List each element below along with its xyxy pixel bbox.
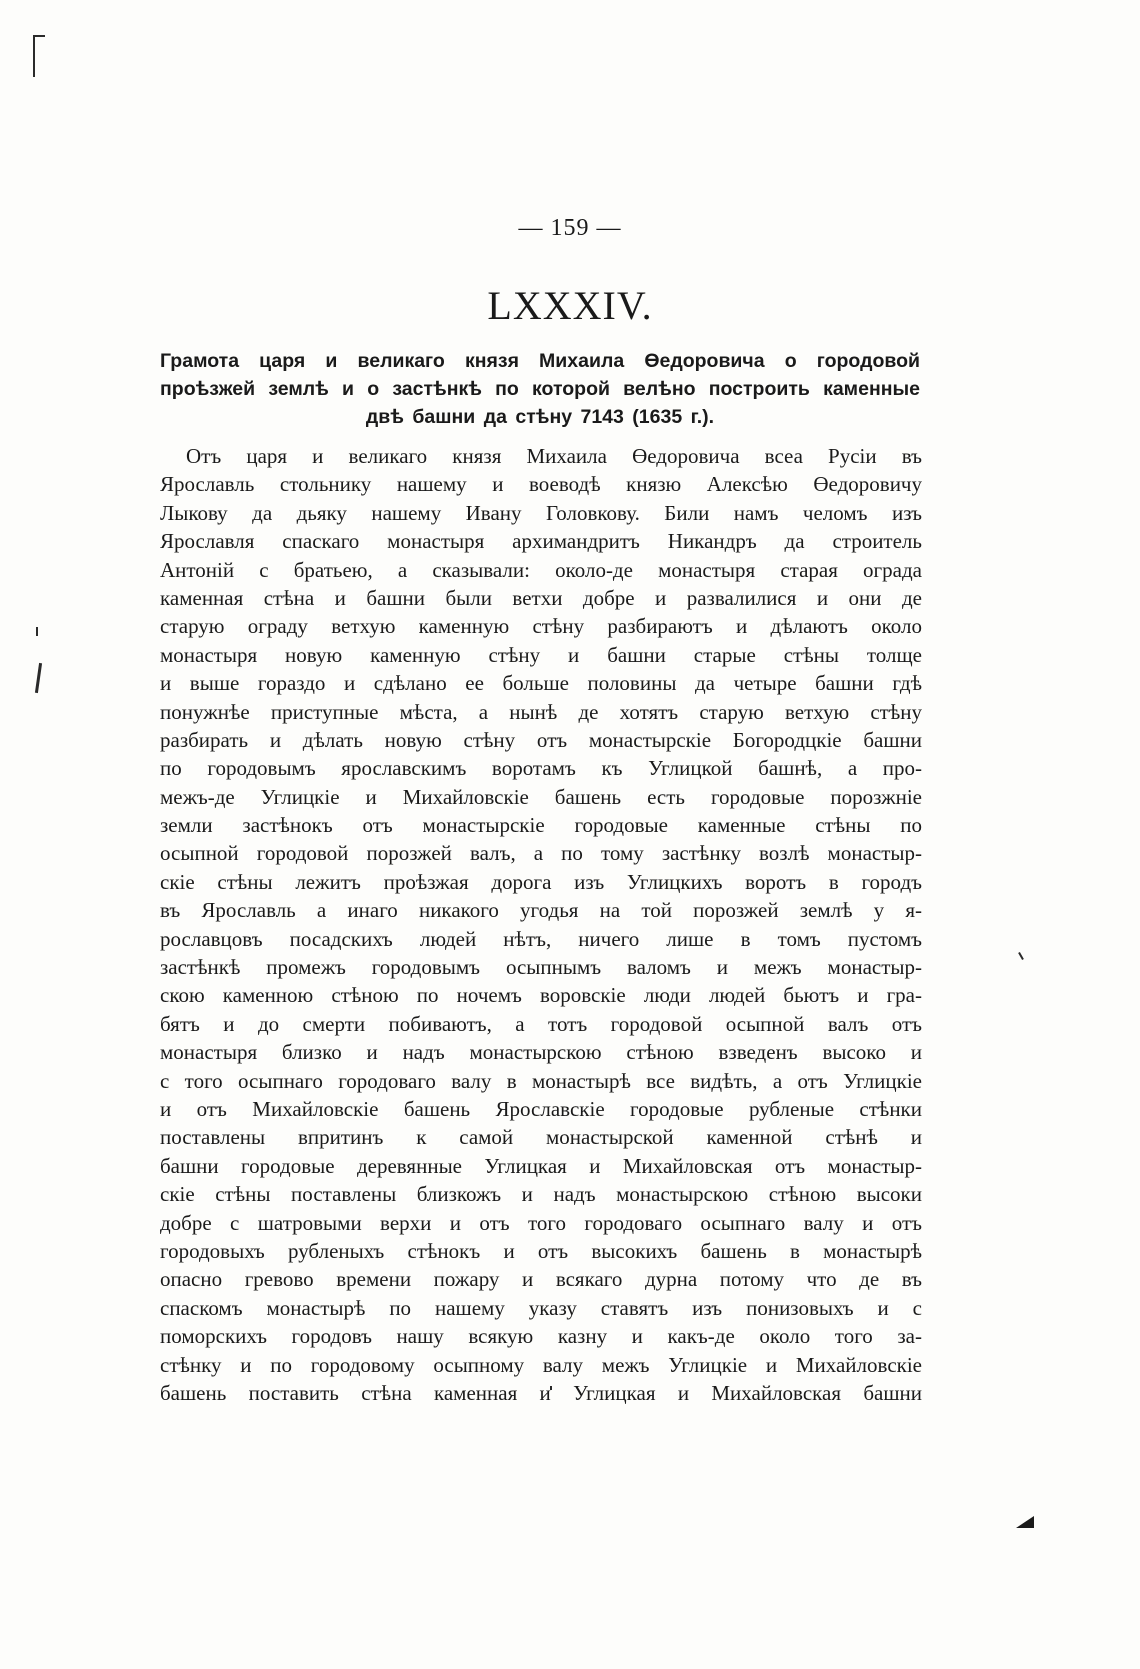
- body-line: каменная стѣна и башни были ветхи добре и развалилися и они де: [160, 585, 922, 610]
- body-line: по городовымъ ярославскимъ воротамъ къ Углицкой башнѣ, а про-: [160, 756, 922, 781]
- body-line: Лыкову да дьяку нашему Ивану Головкову. Били намъ челомъ изъ: [160, 500, 922, 525]
- body-line: монастыря близко и надъ монастырскою стѣною взведенъ высоко и: [160, 1040, 922, 1065]
- body-line: поморскихъ городовъ нашу всякую казну и какъ-де около того за-: [160, 1324, 922, 1349]
- body-line: Ярославль стольнику нашему и воеводѣ князю Алексѣю Өедоровичу: [160, 472, 922, 497]
- body-line: стѣнку и по городовому осыпному валу межъ Углицкіе и Михайловскіе: [160, 1352, 922, 1377]
- body-line: и выше гораздо и сдѣлано ее больше половины да четыре башни гдѣ: [160, 671, 922, 696]
- body-line: застѣнкѣ промежъ городовымъ осыпнымъ валомъ и межъ монастыр-: [160, 955, 922, 980]
- body-line: земли застѣнокъ отъ монастырскіе городовые каменные стѣны по: [160, 813, 922, 838]
- body-line: монастыря новую каменную стѣну и башни старые стѣны толще: [160, 642, 922, 667]
- body-line: понужнѣе приступные мѣста, а нынѣ де хотятъ старую ветхую стѣну: [160, 699, 922, 724]
- body-line: поставлены впритинъ к самой монастырской каменной стѣнѣ и: [160, 1125, 922, 1150]
- scan-speck: [36, 627, 38, 636]
- body-line: скіе стѣны лежитъ проѣзжая дорога изъ Углицкихъ воротъ в городъ: [160, 869, 922, 894]
- body-line: скіе стѣны поставлены близкожъ и надъ монастырскою стѣною высоки: [160, 1182, 922, 1207]
- body-line: скою каменною стѣною по ночемъ воровскіе люди людей бьютъ и гра-: [160, 983, 922, 1008]
- scan-speck: [1018, 952, 1024, 960]
- document-heading: Грамота царя и великаго князя Михаила Өедоровича о городовой проѣзжей землѣ и о застѣнкѣ по которой велѣно построить каменные двѣ башни да стѣну 7143 (1635 г.).: [160, 350, 920, 428]
- body-line: осыпной городовой порозжей валъ, а по тому застѣнку возлѣ монастыр-: [160, 841, 922, 866]
- body-line: башень поставить стѣна каменная и Углицкая и Михайловская башни: [160, 1380, 922, 1405]
- body-line: бятъ и до смерти побиваютъ, а тотъ городовой осыпной валъ отъ: [160, 1011, 922, 1036]
- scan-edge-mark: [33, 35, 35, 77]
- scan-corner-mark: [1016, 1516, 1034, 1528]
- body-line: спаскомъ монастырѣ по нашему указу ставятъ изъ понизовыхъ и с: [160, 1295, 922, 1320]
- document-body: [160, 442, 922, 1407]
- body-line: городовыхъ рубленыхъ стѣнокъ и отъ высокихъ башень в монастырѣ: [160, 1238, 922, 1263]
- body-line: Отъ царя и великаго князя Михаила Өедоровича всеа Русіи въ: [186, 444, 922, 468]
- scan-edge-mark: [33, 35, 45, 37]
- body-line: и отъ Михайловскіе башень Ярославскіе городовые рубленые стѣнки: [160, 1096, 922, 1121]
- body-line: разбирать и дѣлать новую стѣну отъ монастырскіе Богородцкіе башни: [160, 727, 922, 752]
- body-line: башни городовые деревянные Углицкая и Михайловская отъ монастыр-: [160, 1153, 922, 1178]
- body-line: с того осыпнаго городоваго валу в монастырѣ все видѣть, а отъ Углицкіе: [160, 1068, 922, 1093]
- body-line: рославцовъ посадскихъ людей нѣтъ, ничего лише в томъ пустомъ: [160, 926, 922, 951]
- body-line: опасно гревово времени пожару и всякаго дурна потому что де въ: [160, 1267, 922, 1292]
- body-line: старую ограду ветхую каменную стѣну разбираютъ и дѣлаютъ около: [160, 614, 922, 639]
- body-line: добре с шатровыми верхи и отъ того городоваго осыпнаго валу и отъ: [160, 1210, 922, 1235]
- body-line: Антоній с братьею, а сказывали: около-де монастыря старая ограда: [160, 557, 922, 582]
- page-number: — 159 —: [518, 215, 622, 241]
- body-line: Ярославля спаскаго монастыря архимандритъ Никандръ да строитель: [160, 529, 922, 554]
- document-number: LXXXIV.: [487, 283, 653, 328]
- scan-speck: [35, 663, 42, 693]
- body-line: межъ-де Углицкіе и Михайловскіе башень есть городовые порозжніе: [160, 784, 922, 809]
- body-line: въ Ярославль а инаго никакого угодья на той порозжей землѣ у я-: [160, 898, 922, 923]
